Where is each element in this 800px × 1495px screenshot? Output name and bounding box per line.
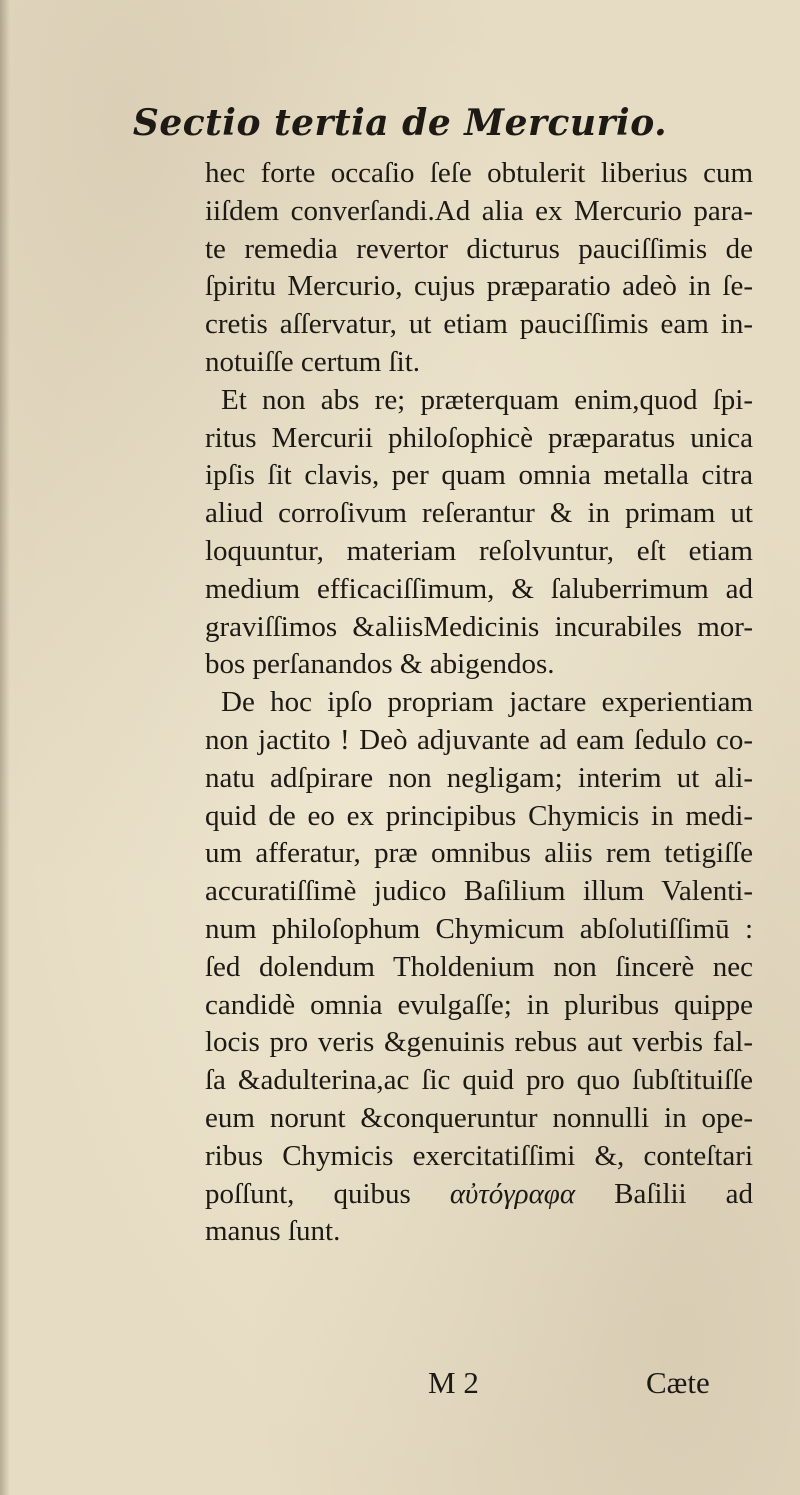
text-line: De hoc ipſo propriam jactare experientiam [221,686,753,719]
line-tail: Baſilii ad [614,1177,754,1210]
text-line-with-greek [205,1176,753,1214]
page-gutter-shadow [0,0,10,1495]
running-title: Sectio tertia de Mercurio. [132,102,668,144]
text-line: ſed dolendum Tholdenium non ſincerè nec [205,950,753,983]
text-line: non jactito ! Deò adjuvante ad eam ſedulo co- [205,723,753,756]
text-line: ritus Mercurii philoſophicè præparatus unica [205,421,753,454]
text-line: iiſdem converſandi.Ad alia ex Mercurio para- [205,194,753,227]
text-line: ſa &adulterina,ac ſic quid pro quo ſubſtituiſſe [205,1064,753,1097]
text-line: num philoſophum Chymicum abſolutiſſimū : [205,912,753,945]
text-line: graviſſimos &aliisMedicinis incurabiles mor- [205,610,753,643]
line-head: poſſunt, quibus [205,1177,411,1210]
text-line: candidè omnia evulgaſſe; in pluribus quippe [205,988,753,1021]
greek-word: αὐτόγραφα [449,1177,576,1210]
text-line: natu adſpirare non negligam; interim ut ali- [205,761,753,794]
text-line: loquuntur, materiam reſolvuntur, eſt etiam [205,534,753,567]
text-line: Et non abs re; præterquam enim,quod ſpi- [221,383,753,416]
text-line: ipſis ſit clavis, per quam omnia metalla citra [205,459,753,492]
text-line: medium efficaciſſimum, & ſaluberrimum ad [205,572,753,605]
catchword: Cæte [646,1365,710,1400]
text-line: quid de eo ex principibus Chymicis in medi- [205,799,753,832]
text-line: te remedia revertor dicturus pauciſſimis de [205,232,753,265]
text-line: ſpiritu Mercurio, cujus præparatio adeò in ſe- [205,270,753,303]
text-line: hec forte occaſio ſeſe obtulerit liberius cum [205,157,753,189]
text-line: aliud corroſivum reſerantur & in primam ut [205,497,753,530]
page-body-text [205,155,753,1251]
text-line: ribus Chymicis exercitatiſſimi &, conteſtari [205,1139,753,1172]
text-line: um afferatur, præ omnibus aliis rem tetigiſſe [205,837,753,870]
text-line: locis pro veris &genuinis rebus aut verbis fal- [205,1026,753,1059]
text-line: bos perſanandos & abigendos. [205,648,555,681]
text-line: accuratiſſimè judico Baſilium illum Valenti- [205,875,753,908]
signature-mark: M 2 [428,1365,479,1400]
text-line: cretis aſſervatur, ut etiam pauciſſimis eam in- [205,308,753,341]
text-line: notuiſſe certum ſit. [205,345,421,378]
text-line: eum norunt &conqueruntur nonnulli in ope- [205,1101,753,1134]
text-line: manus ſunt. [205,1215,341,1248]
